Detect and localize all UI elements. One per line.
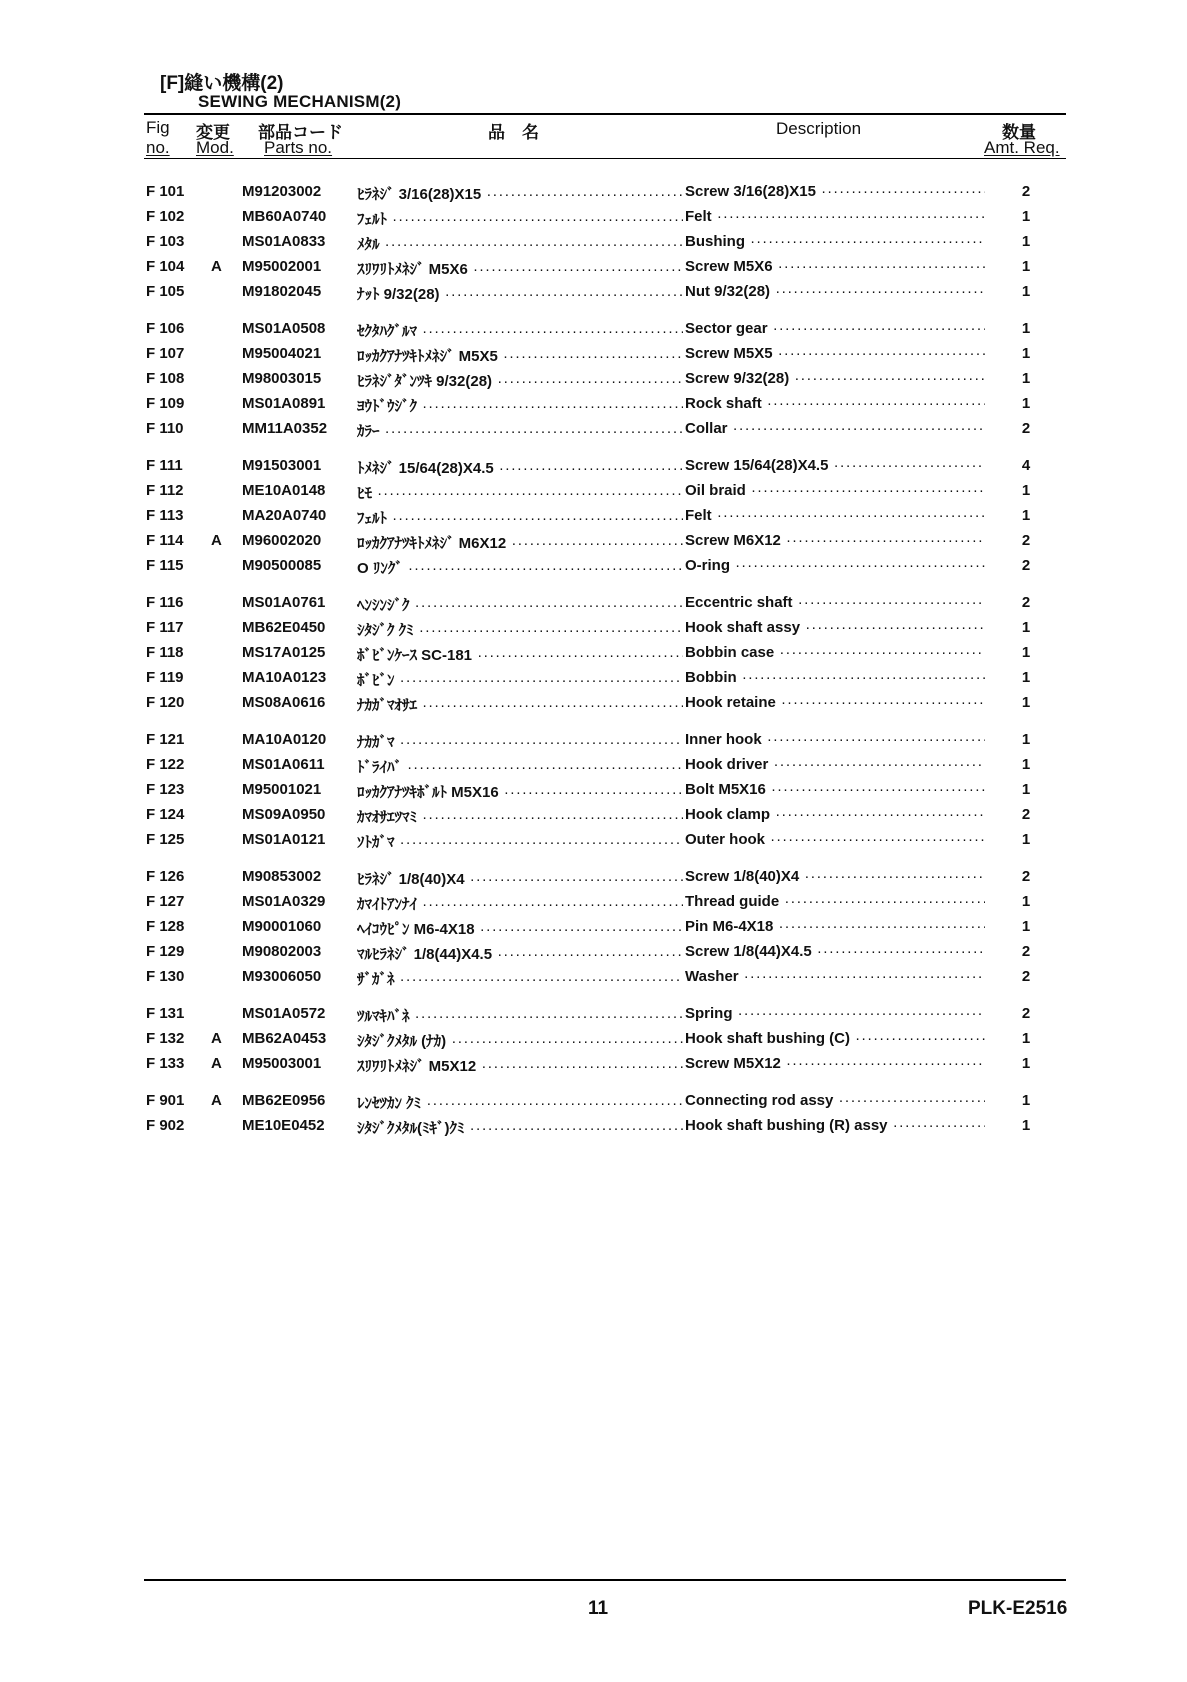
part-description: Hook clamp ····· [685,806,985,823]
part-name-jp: ﾎﾞﾋﾞﾝｹｰｽ SC-181 ····· [357,644,683,665]
part-description: Bobbin case ····· [685,644,985,661]
part-name-jp: ﾖｳﾄﾞｳｼﾞｸ ····· [357,395,683,416]
parts-group [0,317,1187,442]
parts-code: MM11A0352 [242,420,328,437]
part-name-jp: ﾎﾞﾋﾞﾝ ····· [357,669,683,690]
parts-code: M95003001 [242,1055,322,1072]
quantity: 1 [1021,482,1031,499]
quantity: 1 [1021,619,1031,636]
table-row [0,1002,1187,1027]
part-name-jp: ｿﾄｶﾞﾏ ····· [357,831,683,852]
table-row [0,205,1187,230]
quantity: 1 [1021,694,1031,711]
part-description: Eccentric shaft ····· [685,594,985,611]
part-name-jp: ﾋﾓ ····· [357,482,683,503]
header-code-jp: 部品コード [258,123,343,142]
parts-code: ME10E0452 [242,1117,325,1134]
table-row [0,504,1187,529]
parts-table [0,180,1187,1151]
table-row [0,940,1187,965]
part-name-jp: ﾛｯｶｸｱﾅﾂｷﾄﾒﾈｼﾞ M5X5 ····· [357,345,683,366]
parts-code: M90853002 [242,868,322,885]
parts-group [0,180,1187,305]
parts-code: M95004021 [242,345,322,362]
fig-no: F 108 [146,370,185,387]
header-fig: Fig [146,118,170,137]
fig-no: F 102 [146,208,185,225]
part-description: Screw M6X12 ····· [685,532,985,549]
table-row [0,280,1187,305]
fig-no: F 104 [146,258,185,275]
quantity: 2 [1021,532,1031,549]
quantity: 1 [1021,395,1031,412]
part-description: Rock shaft ····· [685,395,985,412]
parts-code: M95002001 [242,258,322,275]
quantity: 1 [1021,320,1031,337]
fig-no: F 902 [146,1117,185,1134]
part-name-jp: ｽﾘﾜﾘﾄﾒﾈｼﾞ M5X12 ····· [357,1055,683,1076]
parts-code: MS08A0616 [242,694,326,711]
parts-code: MS01A0833 [242,233,326,250]
part-name-jp: ﾂﾙﾏｷﾊﾞﾈ ····· [357,1005,683,1026]
part-name-jp: ﾛｯｶｸｱﾅﾂｷﾎﾞﾙﾄ M5X16 ····· [357,781,683,802]
mod-flag: A [211,1092,222,1109]
fig-no: F 122 [146,756,185,773]
part-description: Collar ····· [685,420,985,437]
table-row [0,803,1187,828]
fig-no: F 120 [146,694,185,711]
table-row [0,417,1187,442]
parts-code: MA10A0123 [242,669,327,686]
part-description: Screw 1/8(44)X4.5 ····· [685,943,985,960]
fig-no: F 126 [146,868,185,885]
table-row [0,529,1187,554]
table-row [0,890,1187,915]
quantity: 2 [1021,943,1031,960]
page-number: 11 [588,1598,609,1619]
quantity: 1 [1021,756,1031,773]
table-row [0,255,1187,280]
quantity: 1 [1021,831,1031,848]
table-row [0,367,1187,392]
part-description: Hook shaft bushing (R) assy ····· [685,1117,985,1134]
parts-code: MB60A0740 [242,208,327,225]
page-title-en: SEWING MECHANISM(2) [198,92,402,111]
fig-no: F 128 [146,918,185,935]
parts-code: MB62E0956 [242,1092,326,1109]
part-description: Bobbin ····· [685,669,985,686]
part-name-jp: O ﾘﾝｸﾞ ····· [357,557,683,578]
fig-no: F 109 [146,395,185,412]
fig-no: F 114 [146,532,184,549]
part-description: Screw 3/16(28)X15 ····· [685,183,985,200]
quantity: 1 [1021,669,1031,686]
part-description: Bolt M5X16 ····· [685,781,985,798]
part-description: Outer hook ····· [685,831,985,848]
fig-no: F 110 [146,420,184,437]
fig-no: F 112 [146,482,184,499]
fig-no: F 130 [146,968,185,985]
quantity: 1 [1021,1055,1031,1072]
quantity: 1 [1021,507,1031,524]
fig-no: F 117 [146,619,184,636]
parts-group [0,454,1187,579]
header-mod-jp: 変更 [196,123,230,142]
parts-code: M96002020 [242,532,322,549]
parts-code: M98003015 [242,370,322,387]
header-mod: Mod. [196,138,234,157]
part-description: Hook retaine ····· [685,694,985,711]
part-name-jp: ﾄﾒﾈｼﾞ 15/64(28)X4.5 ····· [357,457,683,478]
parts-code: MS01A0611 [242,756,325,773]
quantity: 2 [1021,557,1031,574]
table-row [0,616,1187,641]
table-row [0,1089,1187,1114]
part-name-jp: ﾌｪﾙﾄ ····· [357,507,683,528]
part-description: Felt ····· [685,208,985,225]
parts-code: M91802045 [242,283,322,300]
parts-code: MA10A0120 [242,731,327,748]
part-description: Washer ····· [685,968,985,985]
quantity: 1 [1021,208,1031,225]
part-name-jp: ﾒﾀﾙ ····· [357,233,683,254]
part-name-jp: ﾍｲｺｳﾋﾟﾝ M6-4X18 ····· [357,918,683,939]
table-row [0,317,1187,342]
part-description: Thread guide ····· [685,893,985,910]
header-top-rule [144,113,1066,115]
mod-flag: A [211,258,222,275]
table-row [0,454,1187,479]
part-name-jp: ｾｸﾀﾊｸﾞﾙﾏ ····· [357,320,683,341]
table-row [0,965,1187,990]
part-name-jp: ｼﾀｼﾞｸﾒﾀﾙ (ﾅｶ) ····· [357,1030,683,1051]
header-description: Description [776,119,862,138]
part-name-jp: ｶﾗｰ ····· [357,420,683,441]
fig-no: F 901 [146,1092,185,1109]
parts-code: M90500085 [242,557,322,574]
part-description: Screw M5X5 ····· [685,345,985,362]
fig-no: F 131 [146,1005,185,1022]
table-row [0,728,1187,753]
part-name-jp: ﾌｪﾙﾄ ····· [357,208,683,229]
fig-no: F 118 [146,644,184,661]
quantity: 1 [1021,233,1031,250]
header-fig-no: no. [146,138,170,157]
table-row [0,1027,1187,1052]
parts-code: MS09A0950 [242,806,326,823]
quantity: 1 [1021,918,1031,935]
part-name-jp: ﾚﾝｾﾂｶﾝ ｸﾐ ····· [357,1092,683,1113]
header-bottom-rule [144,158,1066,159]
header-qty: Amt. Req. [984,138,1060,157]
fig-no: F 127 [146,893,185,910]
fig-no: F 132 [146,1030,185,1047]
quantity: 1 [1021,258,1031,275]
table-row [0,641,1187,666]
part-name-jp: ｼﾀｼﾞｸﾒﾀﾙ(ﾐｷﾞ)ｸﾐ ····· [357,1117,683,1138]
table-row [0,180,1187,205]
part-name-jp: ﾅｯﾄ 9/32(28) ····· [357,283,683,304]
part-description: Pin M6-4X18 ····· [685,918,985,935]
part-description: Screw M5X12 ····· [685,1055,985,1072]
part-name-jp: ﾄﾞﾗｲﾊﾞ ····· [357,756,683,777]
table-row [0,915,1187,940]
parts-code: M90802003 [242,943,322,960]
part-name-jp: ﾍﾝｼﾝｼﾞｸ ····· [357,594,683,615]
fig-no: F 124 [146,806,185,823]
page-title-jp: [F]縫い機構(2) [160,73,284,94]
fig-no: F 129 [146,943,185,960]
header-name-jp: 品 名 [488,123,539,142]
part-name-jp: ﾏﾙﾋﾗﾈｼﾞ 1/8(44)X4.5 ····· [357,943,683,964]
parts-code: M90001060 [242,918,322,935]
part-description: Connecting rod assy ····· [685,1092,985,1109]
part-description: Screw 9/32(28) ····· [685,370,985,387]
quantity: 2 [1021,968,1031,985]
fig-no: F 121 [146,731,185,748]
part-name-jp: ﾋﾗﾈｼﾞ 1/8(40)X4 ····· [357,868,683,889]
parts-code: MS01A0508 [242,320,326,337]
quantity: 1 [1021,893,1031,910]
parts-code: MB62A0453 [242,1030,327,1047]
quantity: 1 [1021,781,1031,798]
table-row [0,865,1187,890]
parts-code: MS01A0329 [242,893,326,910]
document-code: PLK-E2516 [968,1598,1068,1619]
quantity: 1 [1021,1117,1031,1134]
quantity: 2 [1021,594,1031,611]
part-name-jp: ｻﾞｶﾞﾈ ····· [357,968,683,989]
fig-no: F 101 [146,183,185,200]
fig-no: F 123 [146,781,185,798]
parts-group [0,728,1187,853]
quantity: 1 [1021,345,1031,362]
table-row [0,1052,1187,1077]
table-row [0,778,1187,803]
parts-code: MS01A0121 [242,831,326,848]
table-row [0,479,1187,504]
parts-group [0,1002,1187,1077]
part-description: Nut 9/32(28) ····· [685,283,985,300]
fig-no: F 125 [146,831,185,848]
table-row [0,230,1187,255]
quantity: 1 [1021,731,1031,748]
part-name-jp: ﾋﾗﾈｼﾞ 3/16(28)X15 ····· [357,183,683,204]
quantity: 1 [1021,370,1031,387]
quantity: 2 [1021,1005,1031,1022]
part-description: Inner hook ····· [685,731,985,748]
quantity: 1 [1021,644,1031,661]
part-description: Hook shaft assy ····· [685,619,985,636]
mod-flag: A [211,532,222,549]
table-row [0,591,1187,616]
quantity: 2 [1021,420,1031,437]
part-description: Screw M5X6 ····· [685,258,985,275]
part-description: Spring ····· [685,1005,985,1022]
parts-code: M93006050 [242,968,322,985]
part-description: Felt ····· [685,507,985,524]
parts-code: M95001021 [242,781,322,798]
part-name-jp: ｼﾀｼﾞｸ ｸﾐ ····· [357,619,683,640]
fig-no: F 111 [146,457,183,474]
part-description: Screw 15/64(28)X4.5 ····· [685,457,985,474]
fig-no: F 115 [146,557,184,574]
table-row [0,666,1187,691]
parts-code: MS17A0125 [242,644,326,661]
parts-code: MS01A0572 [242,1005,326,1022]
part-name-jp: ｶﾏｲﾄｱﾝﾅｲ ····· [357,893,683,914]
table-row [0,554,1187,579]
table-row [0,753,1187,778]
fig-no: F 103 [146,233,185,250]
fig-no: F 119 [146,669,184,686]
quantity: 2 [1021,868,1031,885]
parts-code: MS01A0891 [242,395,326,412]
quantity: 4 [1021,457,1031,474]
fig-no: F 133 [146,1055,185,1072]
parts-code: M91503001 [242,457,322,474]
quantity: 2 [1021,183,1031,200]
table-row [0,392,1187,417]
quantity: 1 [1021,1092,1031,1109]
part-description: O-ring ····· [685,557,985,574]
header-qty-jp: 数量 [1002,123,1036,142]
fig-no: F 107 [146,345,185,362]
fig-no: F 113 [146,507,184,524]
mod-flag: A [211,1030,222,1047]
part-description: Sector gear ····· [685,320,985,337]
header-code: Parts no. [264,138,333,157]
quantity: 1 [1021,1030,1031,1047]
footer-rule [144,1579,1066,1581]
part-description: Hook driver ····· [685,756,985,773]
parts-code: MA20A0740 [242,507,327,524]
mod-flag: A [211,1055,222,1072]
parts-code: M91203002 [242,183,322,200]
parts-code: ME10A0148 [242,482,326,499]
parts-group [0,591,1187,716]
parts-code: MS01A0761 [242,594,326,611]
part-name-jp: ﾛｯｶｸｱﾅﾂｷﾄﾒﾈｼﾞ M6X12 ····· [357,532,683,553]
parts-group [0,865,1187,990]
table-row [0,691,1187,716]
quantity: 1 [1021,283,1031,300]
part-name-jp: ﾅｶｶﾞﾏ ····· [357,731,683,752]
fig-no: F 106 [146,320,185,337]
part-name-jp: ｶﾏｵｻｴﾂﾏﾐ ····· [357,806,683,827]
part-description: Hook shaft bushing (C) ····· [685,1030,985,1047]
table-row [0,1114,1187,1139]
part-description: Screw 1/8(40)X4 ····· [685,868,985,885]
fig-no: F 116 [146,594,184,611]
part-description: Bushing ····· [685,233,985,250]
fig-no: F 105 [146,283,185,300]
table-row [0,828,1187,853]
parts-code: MB62E0450 [242,619,326,636]
part-name-jp: ﾅｶｶﾞﾏｵｻｴ ····· [357,694,683,715]
table-row [0,342,1187,367]
part-description: Oil braid ····· [685,482,985,499]
part-name-jp: ｽﾘﾜﾘﾄﾒﾈｼﾞ M5X6 ····· [357,258,683,279]
part-name-jp: ﾋﾗﾈｼﾞﾀﾞﾝﾂｷ 9/32(28) ····· [357,370,683,391]
quantity: 2 [1021,806,1031,823]
parts-group [0,1089,1187,1139]
